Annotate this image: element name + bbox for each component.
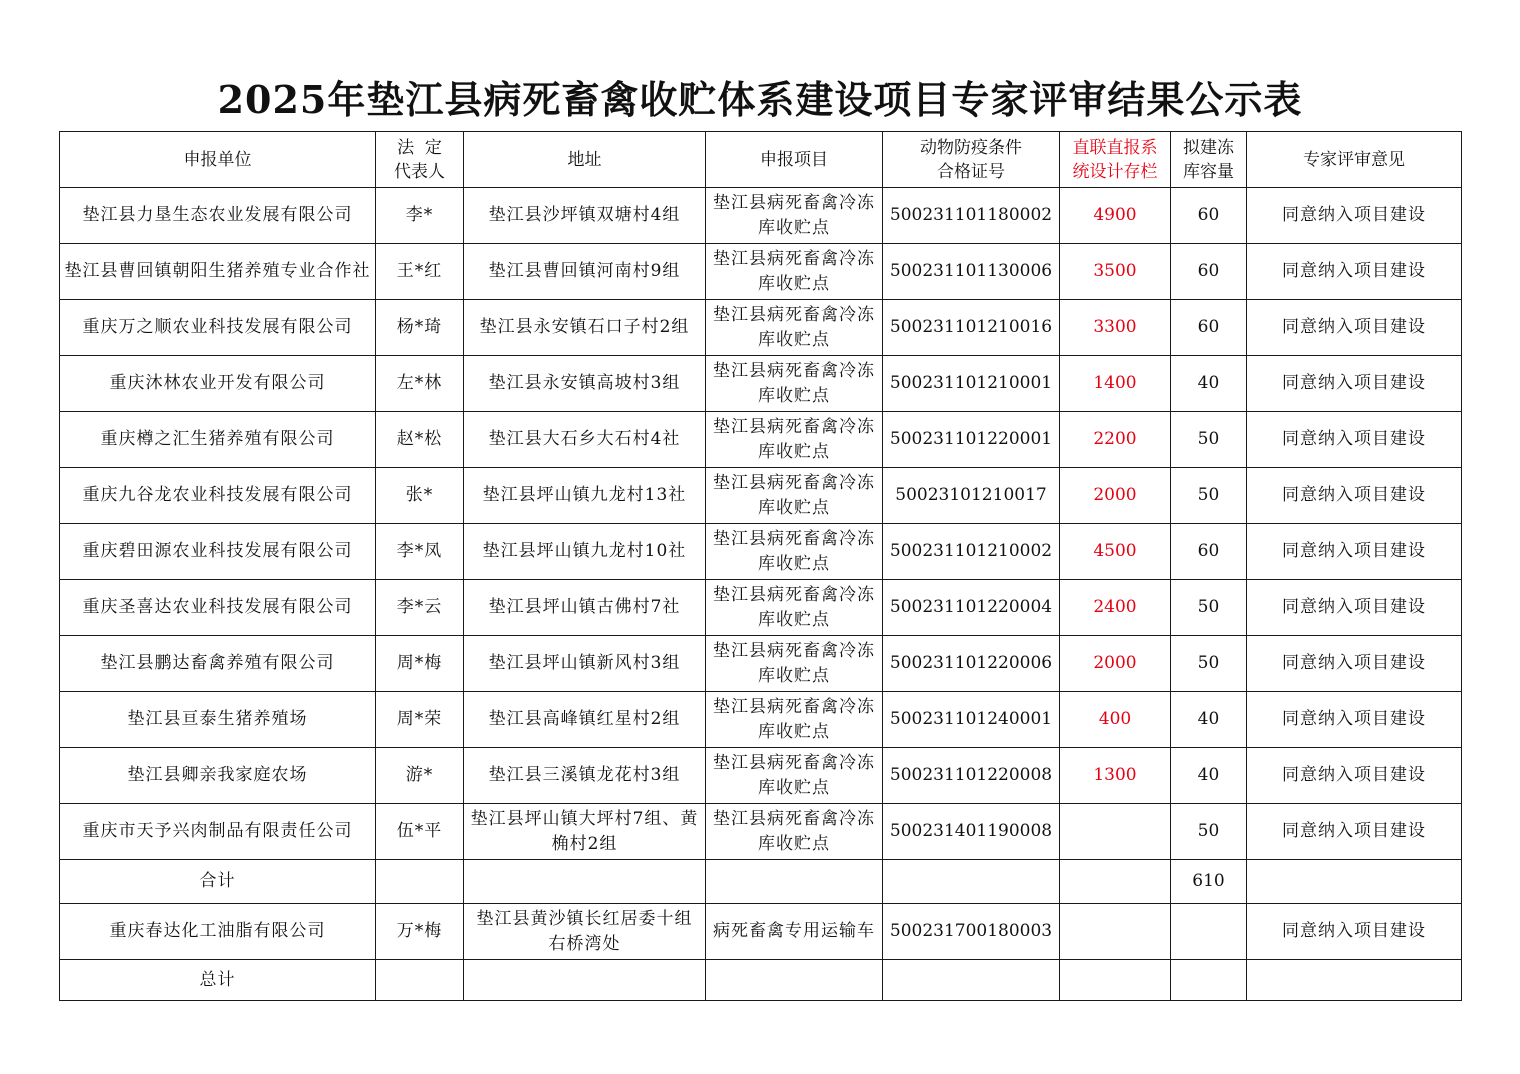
- table-row: [60, 692, 1462, 748]
- header-legal-rep-line2: 代表人: [394, 161, 445, 182]
- total-label: 总计: [60, 960, 376, 1001]
- header-legal-rep-line1: 法 定: [397, 137, 442, 158]
- cell-opinion: 同意纳入项目建设: [1247, 412, 1462, 468]
- header-capacity-line2: 库容量: [1183, 161, 1234, 182]
- empty-cell: [1247, 860, 1462, 904]
- cell-legal-rep: 李*: [376, 188, 464, 244]
- cell-address: 垫江县高峰镇红星村2组: [464, 692, 706, 748]
- cell-unit: 重庆沐林农业开发有限公司: [60, 356, 376, 412]
- cell-legal-rep: 王*红: [376, 244, 464, 300]
- cell-certificate: 500231101210016: [883, 300, 1060, 356]
- cell-address: 垫江县曹回镇河南村9组: [464, 244, 706, 300]
- cell-address: 垫江县坪山镇新风村3组: [464, 636, 706, 692]
- cell-capacity: 50: [1171, 580, 1247, 636]
- cell-project: 垫江县病死畜禽冷冻库收贮点: [706, 748, 883, 804]
- header-design-stock: [1060, 132, 1171, 188]
- cell-opinion: 同意纳入项目建设: [1247, 804, 1462, 860]
- cell-capacity: 50: [1171, 804, 1247, 860]
- cell-project: 垫江县病死畜禽冷冻库收贮点: [706, 692, 883, 748]
- table-header-row: [60, 132, 1462, 188]
- cell-capacity: 60: [1171, 524, 1247, 580]
- cell-design-stock: 1400: [1060, 356, 1171, 412]
- cell-capacity: [1171, 904, 1247, 960]
- cell-legal-rep: 周*荣: [376, 692, 464, 748]
- cell-legal-rep: 赵*松: [376, 412, 464, 468]
- empty-cell: [464, 960, 706, 1001]
- header-capacity-line1: 拟建冻: [1183, 137, 1234, 158]
- total-row: [60, 960, 1462, 1001]
- cell-project: 垫江县病死畜禽冷冻库收贮点: [706, 524, 883, 580]
- empty-cell: [1247, 960, 1462, 1001]
- cell-design-stock: 2000: [1060, 468, 1171, 524]
- subtotal-row: [60, 860, 1462, 904]
- cell-project: 垫江县病死畜禽冷冻库收贮点: [706, 468, 883, 524]
- cell-design-stock: 4500: [1060, 524, 1171, 580]
- cell-design-stock: 2400: [1060, 580, 1171, 636]
- cell-address: 垫江县三溪镇龙花村3组: [464, 748, 706, 804]
- cell-unit: 垫江县卿亲我家庭农场: [60, 748, 376, 804]
- cell-unit: 垫江县鹏达畜禽养殖有限公司: [60, 636, 376, 692]
- cell-capacity: 60: [1171, 300, 1247, 356]
- cell-address: 垫江县坪山镇古佛村7社: [464, 580, 706, 636]
- cell-design-stock: 2200: [1060, 412, 1171, 468]
- cell-project: 垫江县病死畜禽冷冻库收贮点: [706, 412, 883, 468]
- cell-certificate: 50023101210017: [883, 468, 1060, 524]
- cell-certificate: 500231101180002: [883, 188, 1060, 244]
- cell-legal-rep: 杨*琦: [376, 300, 464, 356]
- cell-unit: 重庆九谷龙农业科技发展有限公司: [60, 468, 376, 524]
- cell-opinion: 同意纳入项目建设: [1247, 468, 1462, 524]
- table-row: [60, 356, 1462, 412]
- empty-cell: [376, 960, 464, 1001]
- cell-project: 垫江县病死畜禽冷冻库收贮点: [706, 188, 883, 244]
- cell-certificate: 500231101220006: [883, 636, 1060, 692]
- empty-cell: [706, 860, 883, 904]
- cell-opinion: 同意纳入项目建设: [1247, 300, 1462, 356]
- cell-certificate: 500231101130006: [883, 244, 1060, 300]
- table-row: [60, 412, 1462, 468]
- cell-opinion: 同意纳入项目建设: [1247, 356, 1462, 412]
- subtotal-capacity: 610: [1171, 860, 1247, 904]
- cell-design-stock: [1060, 804, 1171, 860]
- cell-opinion: 同意纳入项目建设: [1247, 244, 1462, 300]
- cell-certificate: 500231101210001: [883, 356, 1060, 412]
- table-row: [60, 524, 1462, 580]
- cell-unit: 重庆市天予兴肉制品有限责任公司: [60, 804, 376, 860]
- cell-capacity: 50: [1171, 468, 1247, 524]
- cell-project: 病死畜禽专用运输车: [706, 904, 883, 960]
- cell-design-stock: 3300: [1060, 300, 1171, 356]
- cell-capacity: 60: [1171, 244, 1247, 300]
- cell-address: 垫江县大石乡大石村4社: [464, 412, 706, 468]
- header-design-stock-line2: 统设计存栏: [1072, 161, 1158, 182]
- cell-unit: 重庆碧田源农业科技发展有限公司: [60, 524, 376, 580]
- cell-legal-rep: 左*林: [376, 356, 464, 412]
- cell-legal-rep: 游*: [376, 748, 464, 804]
- table-row: [60, 244, 1462, 300]
- cell-capacity: 50: [1171, 636, 1247, 692]
- cell-address: 垫江县坪山镇大坪村7组、黄桷村2组: [464, 804, 706, 860]
- empty-cell: [883, 960, 1060, 1001]
- cell-address: 垫江县沙坪镇双塘村4组: [464, 188, 706, 244]
- table-row: [60, 904, 1462, 960]
- cell-capacity: 60: [1171, 188, 1247, 244]
- cell-certificate: 500231700180003: [883, 904, 1060, 960]
- cell-capacity: 40: [1171, 692, 1247, 748]
- cell-address: 垫江县坪山镇九龙村10社: [464, 524, 706, 580]
- cell-opinion: 同意纳入项目建设: [1247, 524, 1462, 580]
- cell-project: 垫江县病死畜禽冷冻库收贮点: [706, 580, 883, 636]
- cell-unit: 垫江县亘泰生猪养殖场: [60, 692, 376, 748]
- cell-certificate: 500231101210002: [883, 524, 1060, 580]
- cell-opinion: 同意纳入项目建设: [1247, 904, 1462, 960]
- cell-project: 垫江县病死畜禽冷冻库收贮点: [706, 300, 883, 356]
- cell-certificate: 500231101240001: [883, 692, 1060, 748]
- empty-cell: [1060, 960, 1171, 1001]
- header-legal-rep: [376, 132, 464, 188]
- cell-certificate: 500231401190008: [883, 804, 1060, 860]
- empty-cell: [1060, 860, 1171, 904]
- cell-design-stock: 1300: [1060, 748, 1171, 804]
- cell-unit: 重庆圣喜达农业科技发展有限公司: [60, 580, 376, 636]
- header-certificate-line1: 动物防疫条件: [920, 137, 1022, 158]
- cell-legal-rep: 张*: [376, 468, 464, 524]
- cell-address: 垫江县坪山镇九龙村13社: [464, 468, 706, 524]
- review-results-table: [59, 131, 1462, 1001]
- cell-capacity: 40: [1171, 356, 1247, 412]
- header-unit: 申报单位: [60, 132, 376, 188]
- header-design-stock-line1: 直联直报系: [1072, 137, 1158, 158]
- table-row: [60, 580, 1462, 636]
- cell-legal-rep: 伍*平: [376, 804, 464, 860]
- cell-project: 垫江县病死畜禽冷冻库收贮点: [706, 244, 883, 300]
- empty-cell: [883, 860, 1060, 904]
- cell-address: 垫江县永安镇石口子村2组: [464, 300, 706, 356]
- cell-capacity: 40: [1171, 748, 1247, 804]
- cell-address: 垫江县黄沙镇长红居委十组右桥湾处: [464, 904, 706, 960]
- table-row: [60, 188, 1462, 244]
- table-row: [60, 468, 1462, 524]
- header-opinion: 专家评审意见: [1247, 132, 1462, 188]
- cell-design-stock: 2000: [1060, 636, 1171, 692]
- header-address: 地址: [464, 132, 706, 188]
- cell-unit: 重庆万之顺农业科技发展有限公司: [60, 300, 376, 356]
- header-certificate-line2: 合格证号: [937, 161, 1005, 182]
- cell-design-stock: 400: [1060, 692, 1171, 748]
- cell-certificate: 500231101220004: [883, 580, 1060, 636]
- subtotal-label: 合计: [60, 860, 376, 904]
- cell-address: 垫江县永安镇高坡村3组: [464, 356, 706, 412]
- cell-unit: 重庆樽之汇生猪养殖有限公司: [60, 412, 376, 468]
- cell-unit: 垫江县曹回镇朝阳生猪养殖专业合作社: [60, 244, 376, 300]
- cell-project: 垫江县病死畜禽冷冻库收贮点: [706, 356, 883, 412]
- empty-cell: [1171, 960, 1247, 1001]
- empty-cell: [464, 860, 706, 904]
- page-title: 2025年垫江县病死畜禽收贮体系建设项目专家评审结果公示表: [217, 77, 1303, 122]
- cell-design-stock: [1060, 904, 1171, 960]
- header-project: 申报项目: [706, 132, 883, 188]
- cell-certificate: 500231101220001: [883, 412, 1060, 468]
- cell-certificate: 500231101220008: [883, 748, 1060, 804]
- header-certificate: [883, 132, 1060, 188]
- cell-legal-rep: 周*梅: [376, 636, 464, 692]
- header-capacity: [1171, 132, 1247, 188]
- empty-cell: [706, 960, 883, 1001]
- empty-cell: [376, 860, 464, 904]
- cell-project: 垫江县病死畜禽冷冻库收贮点: [706, 636, 883, 692]
- cell-design-stock: 3500: [1060, 244, 1171, 300]
- cell-project: 垫江县病死畜禽冷冻库收贮点: [706, 804, 883, 860]
- table-row: [60, 748, 1462, 804]
- cell-unit: 重庆春达化工油脂有限公司: [60, 904, 376, 960]
- cell-design-stock: 4900: [1060, 188, 1171, 244]
- cell-legal-rep: 李*云: [376, 580, 464, 636]
- cell-opinion: 同意纳入项目建设: [1247, 692, 1462, 748]
- table-row: [60, 636, 1462, 692]
- cell-opinion: 同意纳入项目建设: [1247, 748, 1462, 804]
- cell-opinion: 同意纳入项目建设: [1247, 188, 1462, 244]
- table-row: [60, 804, 1462, 860]
- cell-capacity: 50: [1171, 412, 1247, 468]
- table-row: [60, 300, 1462, 356]
- cell-legal-rep: 李*凤: [376, 524, 464, 580]
- cell-opinion: 同意纳入项目建设: [1247, 580, 1462, 636]
- cell-unit: 垫江县力垦生态农业发展有限公司: [60, 188, 376, 244]
- cell-legal-rep: 万*梅: [376, 904, 464, 960]
- cell-opinion: 同意纳入项目建设: [1247, 636, 1462, 692]
